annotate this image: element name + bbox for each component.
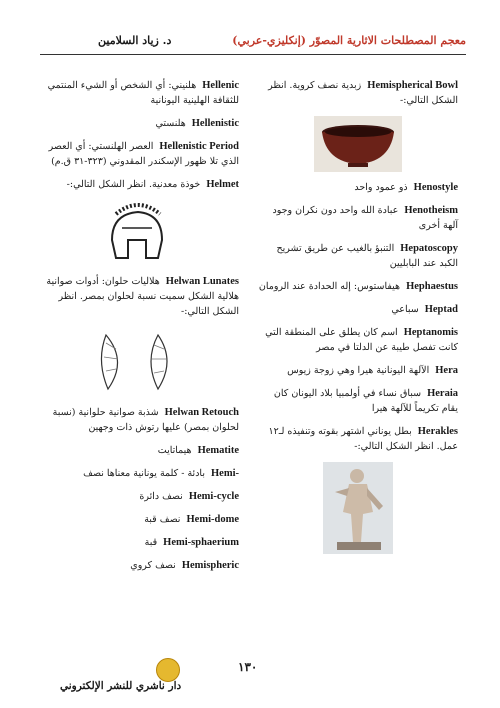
entry-term: Hemi-sphaerium [163,537,239,548]
entry-definition: نصف قبة [144,514,181,525]
dictionary-title: معجم المصطلحات الاثارية المصوّر (إنكليزي-عربي) [232,34,466,47]
entry-definition: سباعي [391,304,419,315]
entry [258,424,458,454]
entry [258,203,458,233]
entry-definition: قبة [144,537,158,548]
entry-term: Helmet [206,179,239,190]
entry [258,325,458,355]
lunates-image [92,327,182,397]
entry [34,489,239,504]
publisher-name: دار ناشري للنشر الإلكتروني [60,680,182,692]
entry-term: Hephaestus [406,281,458,292]
entry-definition: ذو عمود واحد [354,182,408,193]
entry-definition: خوذة معدنية. انظر الشكل التالي:- [66,179,201,190]
entry-definition: العصر الهلنستي: أي العصر الذي تلا ظهور الإسكندر المقدوني (٣٢٣-٣١ ق.م) [48,141,239,167]
entry-definition: هلاليات حلوان: أدوات صوانية هلالية الشكل سميت نسبة لحلوان بمصر. انظر الشكل التالي:- [46,276,239,317]
entry [34,116,239,131]
entry-term: Hemispheric [181,560,239,571]
entry-definition: التنبؤ بالغيب عن طريق تشريح الكبد عند البابليين [276,243,458,269]
entry-term: Helwan Lunates [165,276,239,287]
right-column [258,78,458,562]
entry [34,466,239,481]
entry [258,302,458,317]
entry [34,177,239,192]
entry [34,139,239,169]
entry-definition: زبدية نصف كروية. انظر الشكل التالي:- [268,80,458,106]
entry [34,535,239,550]
entry-term: Hellenistic [191,118,239,129]
entry-term: Hemispherical Bowl [367,80,458,91]
helmet-image [102,200,172,266]
entry-term: Hepatoscopy [400,243,458,254]
entry-term: Hera [435,365,458,376]
entry-term: Henostyle [413,182,458,193]
entry [34,443,239,458]
entry-term: Hemi-dome [186,514,239,525]
entry [258,363,458,378]
entry [34,512,239,527]
entry [34,274,239,319]
entry-term: Helwan Retouch [164,407,239,418]
entry-term: Heptanomis [403,327,458,338]
header-rule [40,54,466,55]
page-header [40,34,466,50]
entry [258,241,458,271]
entry-definition: هيفاستوس: إله الحدادة عند الرومان [258,281,401,292]
bowl-image [314,116,402,172]
entry-definition: عبادة الله واحد دون نكران وجود آلهة أخرى [272,205,458,231]
publisher-logo [156,658,180,682]
entry-definition: هيماتايت [157,445,192,456]
entry-term: Hemi- [211,468,239,479]
entry [34,558,239,573]
left-column [34,78,239,581]
entry-definition: بطل يوناني اشتهر بقوته وتنفيذه لـ١٢ عمل. انظر الشكل التالي:- [268,426,458,452]
entry-term: Heraia [427,388,458,399]
entry-term: Herakles [417,426,458,437]
entry-definition: بادئة - كلمة يونانية معناها نصف [83,468,205,479]
entry [258,386,458,416]
entry-term: Hellenistic Period [159,141,239,152]
entry [258,78,458,108]
entry-definition: اسم كان يطلق على المنطقة التي كانت تفصل طيبة عن الدلتا في مصر [265,327,458,353]
author-name: د. زياد السلامين [98,34,172,47]
entry-definition: سباق نساء في أولمبيا بلاد اليونان كان يقام تكريماً للآلهة هيرا [273,388,458,414]
page-number: ١٣٠ [238,660,258,674]
entry-term: Heptad [424,304,458,315]
entry-definition: شذبة صوانية حلوانية (نسبة لحلوان بمصر) عليها رتوش ذات وجهين [52,407,239,433]
entry-definition: هلنيني: أي الشخص أو الشيء المنتمي للثقافة الهلينية اليونانية [47,80,239,106]
entry-term: Henotheism [404,205,458,216]
entry-term: Hemi-cycle [188,491,239,502]
entry [258,180,458,195]
entry [258,279,458,294]
entry-definition: هلنستي [155,118,186,129]
entry-term: Hellenic [202,80,239,91]
entry-definition: نصف كروي [130,560,176,571]
entry [34,78,239,108]
entry-definition: نصف دائرة [139,491,183,502]
entry-definition: الآلهة اليونانية هيرا وهي زوجة زيوس [287,365,430,376]
herakles-statue-image [323,462,393,554]
entry [34,405,239,435]
entry-term: Hematite [197,445,239,456]
